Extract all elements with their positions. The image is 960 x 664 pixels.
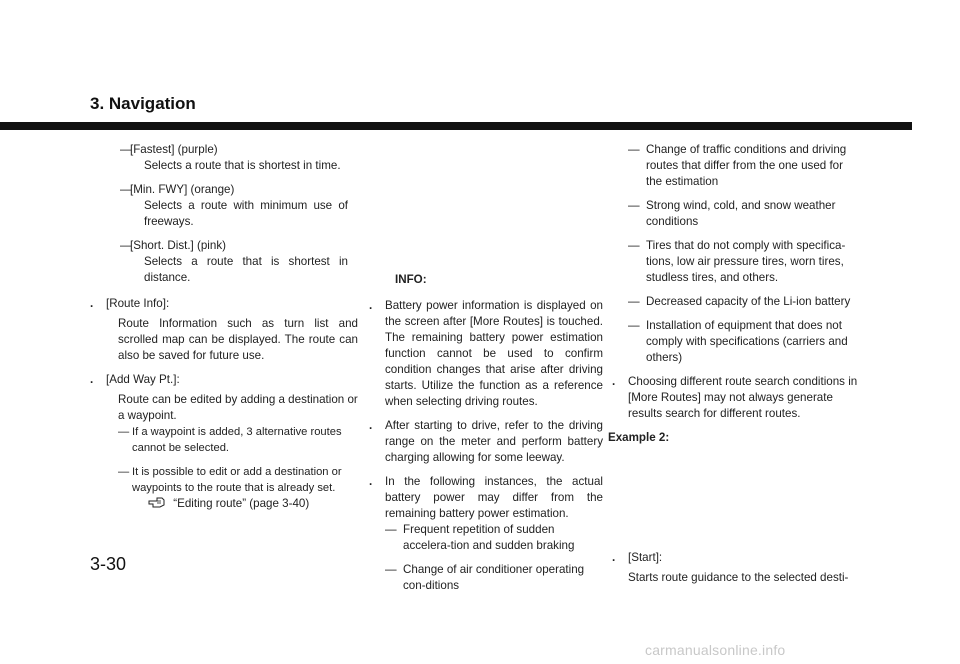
instance-text: Tires that do not comply with specifica-tions, low air pressure tires, worn tires, studless tires, and others. — [646, 239, 846, 284]
route-option-short-dist — [108, 238, 348, 254]
watermark: carmanualsonline.info — [645, 642, 786, 658]
add-waypoint-text: Route can be edited by adding a destination or a waypoint. — [118, 393, 358, 422]
info-heading: INFO: — [395, 273, 427, 286]
instance-text: Change of air conditioner operating con-ditions — [403, 563, 585, 592]
bullet-marker: . — [90, 373, 94, 386]
instance-item — [608, 318, 858, 366]
column-right — [608, 142, 858, 586]
reference-link[interactable] — [108, 496, 348, 512]
dash-marker: — — [120, 143, 132, 156]
bullet-marker: . — [612, 551, 616, 564]
route-option-desc: Selects a route with minimum use of freeways. — [144, 199, 348, 228]
instance-text: Decreased capacity of the Li-ion battery — [646, 295, 851, 308]
bullet-marker: . — [369, 299, 373, 312]
bullet-text: Choosing different route search conditions in [More Routes] may not always generate results search for different routes. — [628, 375, 858, 420]
dash-marker: — — [628, 199, 640, 212]
dash-marker: — — [628, 319, 640, 332]
bullet-text: Battery power information is displayed on the screen after [More Routes] is touched. The remaining battery power estimation function cannot be used to confirm condition changes that arise after driving starts. Utilize the function as a reference when selecting driving routes. — [385, 299, 603, 408]
dash-marker: — — [628, 239, 640, 252]
route-conditions-bullet — [608, 374, 858, 422]
reference-hand-icon — [148, 496, 166, 508]
column-middle — [365, 272, 603, 594]
example-heading: Example 2: — [608, 431, 670, 444]
add-waypoint-note — [108, 424, 358, 456]
column-left — [90, 142, 358, 512]
route-option-desc: Selects a route that is shortest in time. — [144, 159, 341, 172]
start-item — [608, 550, 858, 566]
route-option-min-fwy — [108, 182, 348, 198]
info-bullet — [365, 298, 603, 410]
dash-marker: — — [385, 523, 397, 536]
route-option-desc: Selects a route that is shortest in distance. — [144, 255, 348, 284]
edit-waypoint-note — [108, 464, 358, 496]
add-waypoint-item — [86, 372, 348, 388]
start-text: Starts route guidance to the selected desti- — [628, 571, 849, 584]
route-option-label: [Min. FWY] (orange) — [130, 183, 235, 196]
instance-text: Installation of equipment that does not comply with specifications (carriers and others) — [646, 319, 848, 364]
bullet-marker: . — [90, 297, 94, 310]
bullet-marker: . — [369, 419, 373, 432]
info-bullet — [365, 418, 603, 466]
route-info-item — [86, 296, 348, 312]
note-text: If a waypoint is added, 3 alternative routes cannot be selected. — [132, 426, 342, 454]
instance-item — [608, 238, 858, 286]
start-label: [Start]: — [628, 551, 663, 564]
add-waypoint-label: [Add Way Pt.]: — [106, 373, 180, 386]
reference-text: “Editing route” (page 3-40) — [173, 497, 310, 510]
instance-item — [608, 142, 858, 190]
dash-marker: — — [118, 426, 130, 438]
dash-marker: — — [120, 239, 132, 252]
route-info-text: Route Information such as turn list and scrolled map can be displayed. The route can also be saved for future use. — [118, 317, 358, 362]
route-option-label: [Short. Dist.] (pink) — [130, 239, 226, 252]
bullet-marker: . — [369, 475, 373, 488]
dash-marker: — — [385, 563, 397, 576]
bullet-text: After starting to drive, refer to the driving range on the meter and perform battery charging allowing for some leeway. — [385, 419, 603, 464]
bullet-text: In the following instances, the actual battery power may differ from the remaining battery power estimation. — [385, 475, 603, 520]
header-rule — [0, 122, 912, 130]
dash-marker: — — [628, 143, 640, 156]
instance-item — [608, 198, 858, 230]
instance-text: Frequent repetition of sudden accelera-tion and sudden braking — [403, 523, 575, 552]
page-number: 3-30 — [90, 554, 127, 574]
route-option-label: [Fastest] (purple) — [130, 143, 218, 156]
instance-text: Change of traffic conditions and driving routes that differ from the one used for the estimation — [646, 143, 847, 188]
instance-text: Strong wind, cold, and snow weather conditions — [646, 199, 836, 228]
info-bullet — [365, 474, 603, 522]
dash-marker: — — [120, 183, 132, 196]
dash-marker: — — [628, 295, 640, 308]
route-option-fastest — [108, 142, 348, 158]
note-text: It is possible to edit or add a destination or waypoints to the route that is already set. — [132, 466, 342, 494]
instance-item — [365, 562, 603, 594]
section-title: 3. Navigation — [90, 94, 196, 113]
route-info-label: [Route Info]: — [106, 297, 170, 310]
bullet-marker: . — [612, 375, 616, 388]
instance-item — [365, 522, 603, 554]
instance-item — [608, 294, 858, 310]
dash-marker: — — [118, 466, 130, 478]
